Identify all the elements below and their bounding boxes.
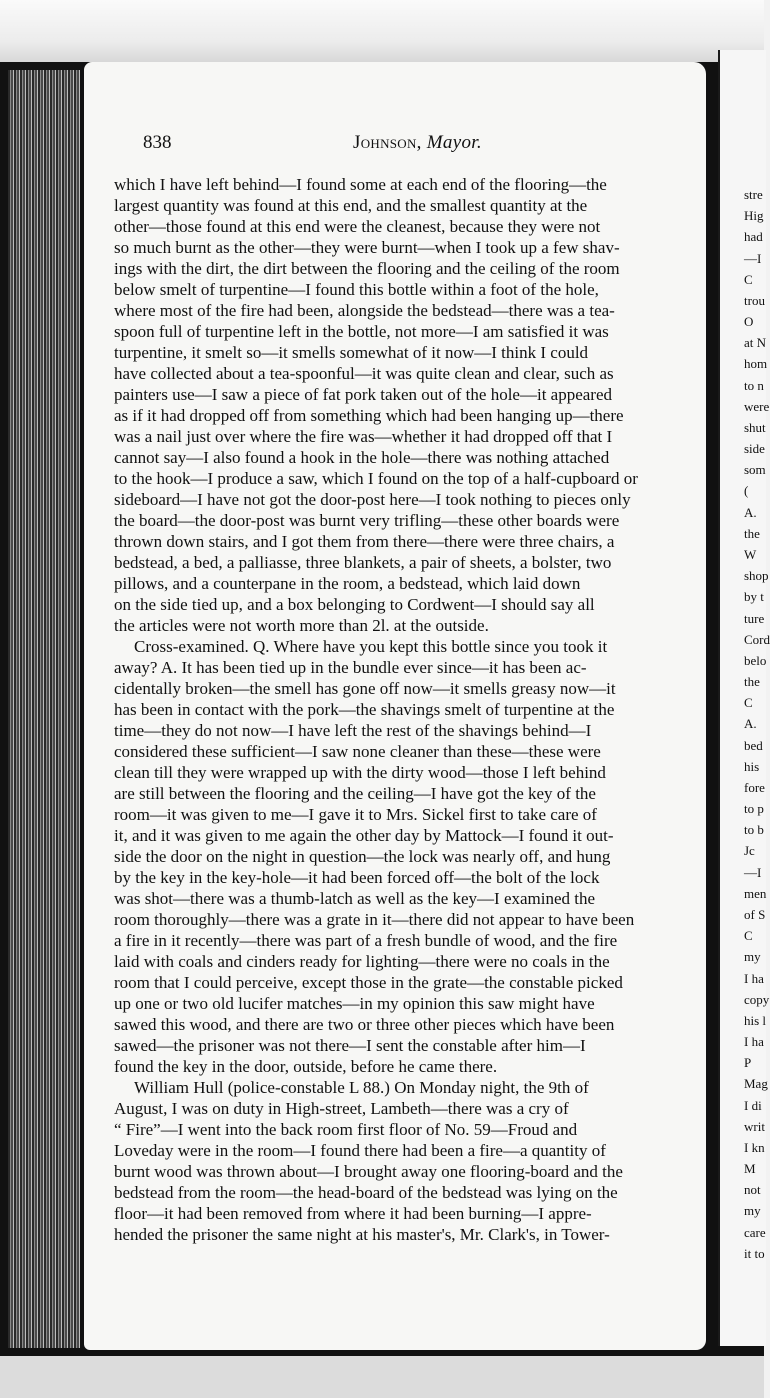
text-line: the board—the door-post was burnt very trifling—these other boards were [114, 511, 620, 530]
facing-page-fragment: trou [744, 292, 765, 308]
text-line: Cross-examined. Q. Where have you kept this bottle since you took it [134, 637, 608, 656]
text-line: to the hook—I produce a saw, which I found on the top of a half-cupboard or [114, 469, 638, 488]
text-line: room—it was given to me—I gave it to Mrs. Sickel first to take care of [114, 805, 597, 824]
text-line: clean till they were wrapped up with the dirty wood—those I left behind [114, 763, 606, 782]
text-line: it, and it was given to me again the other day by Mattock—I found it out- [114, 826, 614, 845]
facing-page-fragment: side [744, 441, 765, 457]
text-line: side the door on the night in question—the lock was nearly off, and hung [114, 847, 611, 866]
running-head-title: Mayor. [426, 132, 482, 153]
left-page [84, 62, 706, 1350]
text-line: “ Fire”—I went into the back room first floor of No. 59—Froud and [114, 1120, 578, 1139]
text-line: cannot say—I also found a hook in the hole—there was nothing attached [114, 448, 610, 467]
text-line: cidentally broken—the smell has gone off now—it smells greasy now—it [114, 679, 616, 698]
facing-page-fragment: C [744, 271, 753, 287]
text-line: sawed—the prisoner was not there—I sent the constable after him—I [114, 1036, 586, 1055]
facing-page-fragment: I ha [744, 970, 764, 986]
facing-page-fragment: Jc [744, 843, 755, 859]
text-line: August, I was on duty in High-street, Lambeth—there was a cry of [114, 1099, 569, 1118]
facing-page-fragment: —I [744, 250, 762, 266]
facing-page-fragment: the [744, 525, 760, 541]
text-line: up one or two old lucifer matches—in my opinion this saw might have [114, 994, 595, 1013]
facing-page-fragment: P [744, 1055, 752, 1071]
facing-page-fragment: to b [744, 822, 764, 838]
facing-page-fragment: writ [744, 1118, 765, 1134]
text-line: on the side tied up, and a box belonging to Cordwent—I should say all [114, 595, 595, 614]
facing-page-fragment: ( [744, 483, 749, 499]
facing-page-fragment: shop [744, 568, 769, 584]
text-line: a fire in it recently—there was part of a fresh bundle of wood, and the fire [114, 931, 618, 950]
text-line: Loveday were in the room—I found there had been a fire—a quantity of [114, 1141, 606, 1160]
text-line: largest quantity was found at this end, and the smallest quantity at the [114, 196, 588, 215]
page-edges [8, 70, 80, 1348]
facing-page-fragment: hom [744, 356, 768, 372]
facing-page-fragment: my [744, 949, 761, 965]
facing-page-edge [718, 50, 770, 1346]
text-line: room that I could perceive, except those in the grate—the constable picked [114, 973, 623, 992]
text-line: was shot—there was a thumb-latch as well as the key—I examined the [114, 889, 596, 908]
facing-page-fragment: stre [744, 187, 763, 202]
text-line: so much burnt as the other—they were burnt—when I took up a few shav- [114, 238, 620, 257]
text-line: are still between the flooring and the ceiling—I have got the key of the [114, 784, 596, 803]
text-line: below smelt of turpentine—I found this bottle within a foot of the hole, [114, 280, 599, 299]
text-line: which I have left behind—I found some at each end of the flooring—the [114, 175, 607, 194]
facing-page-fragment: his l [744, 1012, 767, 1028]
facing-page-fragment: to n [744, 377, 764, 393]
facing-page-fragment: were [744, 398, 770, 414]
text-line: spoon full of turpentine left in the bottle, not more—I am satisfied it was [114, 322, 609, 341]
facing-page-fragment: som [744, 462, 766, 478]
text-line: has been in contact with the pork—the shavings smelt of turpentine at the [114, 700, 615, 719]
body-text [114, 174, 686, 1245]
facing-page-fragment: fore [744, 779, 765, 795]
facing-page-fragment: not [744, 1182, 761, 1198]
facing-page-fragment: ture [744, 610, 765, 626]
text-line: away? A. It has been tied up in the bundle ever since—it has been ac- [114, 658, 587, 677]
facing-page-fragment: I ha [744, 1034, 764, 1050]
facing-page-fragment: copy [744, 991, 770, 1007]
text-line: pillows, and a counterpane in the room, a bedstead, which laid down [114, 574, 581, 593]
page-number: 838 [143, 132, 172, 153]
text-line: sawed this wood, and there are two or three other pieces which have been [114, 1015, 615, 1034]
text-line: thrown down stairs, and I got them from there—there were three chairs, a [114, 532, 615, 551]
facing-page-fragment: Hig [744, 208, 764, 224]
facing-page-fragment: C [744, 695, 753, 711]
text-line: as if it had dropped off from something which had been hanging up—there [114, 406, 624, 425]
facing-page-fragment: men [744, 885, 767, 901]
text-line: turpentine, it smelt so—it smells somewhat of it now—I think I could [114, 343, 589, 362]
text-line: by the key in the key-hole—it had been forced off—the bolt of the lock [114, 868, 600, 887]
facing-page-fragment: at N [744, 335, 767, 351]
text-line: have collected about a tea-spoonful—it was quite clean and clear, such as [114, 364, 614, 383]
text-line: time—they do not now—I have left the rest of the shavings behind—I [114, 721, 592, 740]
text-line: ings with the dirt, the dirt between the flooring and the ceiling of the room [114, 259, 620, 278]
text-line: found the key in the door, outside, before he came there. [114, 1057, 498, 1076]
text-line: was a nail just over where the fire was—whether it had dropped off that I [114, 427, 613, 446]
facing-page-fragment: bed [744, 737, 763, 753]
facing-page-fragment: C [744, 928, 753, 944]
text-line: the articles were not worth more than 2l. at the outside. [114, 616, 489, 635]
facing-page-fragment: had [744, 229, 763, 245]
text-line: sideboard—I have not got the door-post here—I took nothing to pieces only [114, 490, 631, 509]
text-line: where most of the fire had been, alongside the bedstead—there was a tea- [114, 301, 615, 320]
facing-page-fragment: —I [744, 864, 762, 880]
facing-page-fragment: shut [744, 419, 766, 435]
running-head-name: Johnson, [353, 132, 422, 153]
text-line: room thoroughly—there was a grate in it—there did not appear to have been [114, 910, 635, 929]
facing-page-fragment: A. [744, 716, 757, 732]
text-line: bedstead from the room—the head-board of the bedstead was lying on the [114, 1183, 618, 1202]
facing-page-fragment: to p [744, 801, 764, 817]
text-line: hended the prisoner the same night at his master's, Mr. Clark's, in Tower- [114, 1225, 610, 1244]
text-line: burnt wood was thrown about—I brought away one flooring-board and the [114, 1162, 623, 1181]
facing-page-fragment: of S [744, 907, 766, 922]
facing-page-fragment: Cord [744, 631, 770, 647]
facing-page-fragment: A. [744, 504, 757, 520]
text-line: laid with coals and cinders ready for lighting—there were no coals in the [114, 952, 610, 971]
text-line: other—those found at this end were the cleanest, because they were not [114, 217, 601, 236]
facing-page-fragment: care [744, 1224, 766, 1240]
facing-page-fragment: belo [744, 652, 767, 668]
facing-page-fragment: his [744, 758, 760, 774]
page-header [143, 132, 643, 162]
running-head [353, 132, 482, 154]
facing-page-fragment: Mag [744, 1076, 768, 1092]
text-line: painters use—I saw a piece of fat pork taken out of the hole—it appeared [114, 385, 613, 404]
facing-page-fragment: the [744, 674, 760, 690]
text-line: bedstead, a bed, a palliasse, three blankets, a pair of sheets, a bolster, two [114, 553, 612, 572]
scan-background [0, 0, 764, 70]
facing-page-fragment: O [744, 314, 754, 330]
facing-page-fragment: M [744, 1161, 756, 1177]
facing-page-fragment: I kn [744, 1139, 765, 1155]
scan-bottom [0, 1356, 764, 1398]
text-line: floor—it had been removed from where it had been burning—I appre- [114, 1204, 592, 1223]
facing-page-fragment: it to [744, 1245, 765, 1261]
facing-page-fragment: by t [744, 589, 764, 605]
facing-page-fragment: my [744, 1203, 761, 1219]
facing-page-fragment: I di [744, 1097, 762, 1113]
text-line: considered these sufficient—I saw none cleaner than these—these were [114, 742, 601, 761]
facing-page-fragment: W [744, 547, 757, 562]
text-line: William Hull (police-constable L 88.) On Monday night, the 9th of [134, 1078, 589, 1097]
